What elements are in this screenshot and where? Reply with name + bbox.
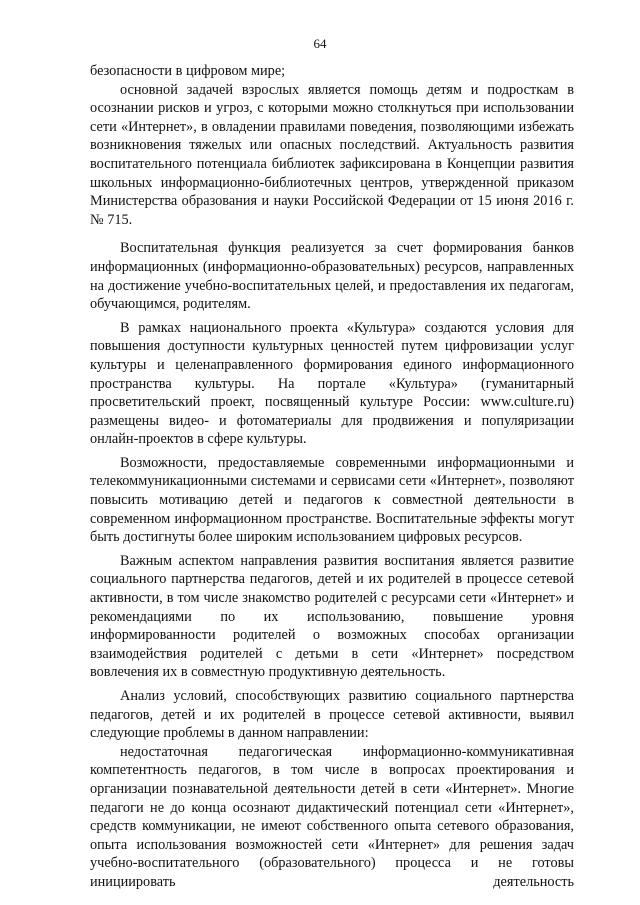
- paragraph-educational-function: Воспитательная функция реализуется за счет формирования банков информационных (информационно-образовательных) ресурсов, направленных на достижение учебно-воспитательных целей, и предоставления их педагогам, обучающимся, родителям.: [90, 240, 574, 313]
- paragraph-culture-project: В рамках национального проекта «Культура» создаются условия для повышения доступности культурных ценностей путем цифровизации услуг культуры и целенаправленного формирования единого информационного пространства культуры. На портале «Культура» (гуманитарный просветительский проект, посвященный культуре России: www.culture.ru) размещены видео- и фотоматериалы для продвижения и популяризации онлайн-проектов в сфере культуры.: [90, 319, 574, 448]
- page-number: 64: [313, 36, 327, 51]
- paragraph-opportunities: Возможности, предоставляемые современными информационными и телекоммуникационными системами и сервисами сети «Интернет», позволяют повысить мотивацию детей и педагогов к совместной деятельности в современном информационном пространстве. Воспитательные эффекты могут быть достигнуты более широким использованием цифровых ресурсов.: [90, 454, 574, 546]
- paragraph-analysis: Анализ условий, способствующих развитию социального партнерства педагогов, детей и их родителей в процессе сетевой активности, выявил следующие проблемы в данном направлении:: [90, 688, 574, 742]
- paragraph-adults-task: основной задачей взрослых является помощь детям и подросткам в осознании рисков и угроз, с которыми можно столкнуться при использовании сети «Интернет», в овладении правилами поведения, позволяющими избежать возникновения тяжелых или опасных последствий. Актуальность развития воспитательного потенциала библиотек зафиксирована в Концепции развития школьных информационно-библиотечных центров, утвержденной приказом Министерства образования и науки Российской Федерации от 15 июня 2016 г. № 715.: [90, 81, 574, 228]
- paragraph-continuation: безопасности в цифровом мире;: [90, 63, 286, 79]
- paragraph-insufficient-competence: недостаточная педагогическая информационно-коммуникативная компетентность педагогов, в том числе в вопросах проектирования и организации познавательной деятельности детей в сети «Интернет». Многие педагоги не до конца осознают дидактический потенциал сети «Интернет», средств коммуникации, не имеют собственного опыта сетевого образования, опыта использования возможностей сети «Интернет» для решения задач учебно-воспитательного (образовательного) процесса и не готовы инициировать деятельность: [90, 743, 574, 890]
- page-body: [90, 62, 574, 892]
- paragraph-social-partnership: Важным аспектом направления развития воспитания является развитие социального партнерства педагогов, детей и их родителей в процессе сетевой активности, в том числе знакомство родителей с ресурсами сети «Интернет» и рекомендациями по их использованию, повышение уровня информированности родителей о возможных способах организации взаимодействия родителей с детьми в сети «Интернет» посредством вовлечения их в совместную продуктивную деятельность.: [90, 552, 574, 681]
